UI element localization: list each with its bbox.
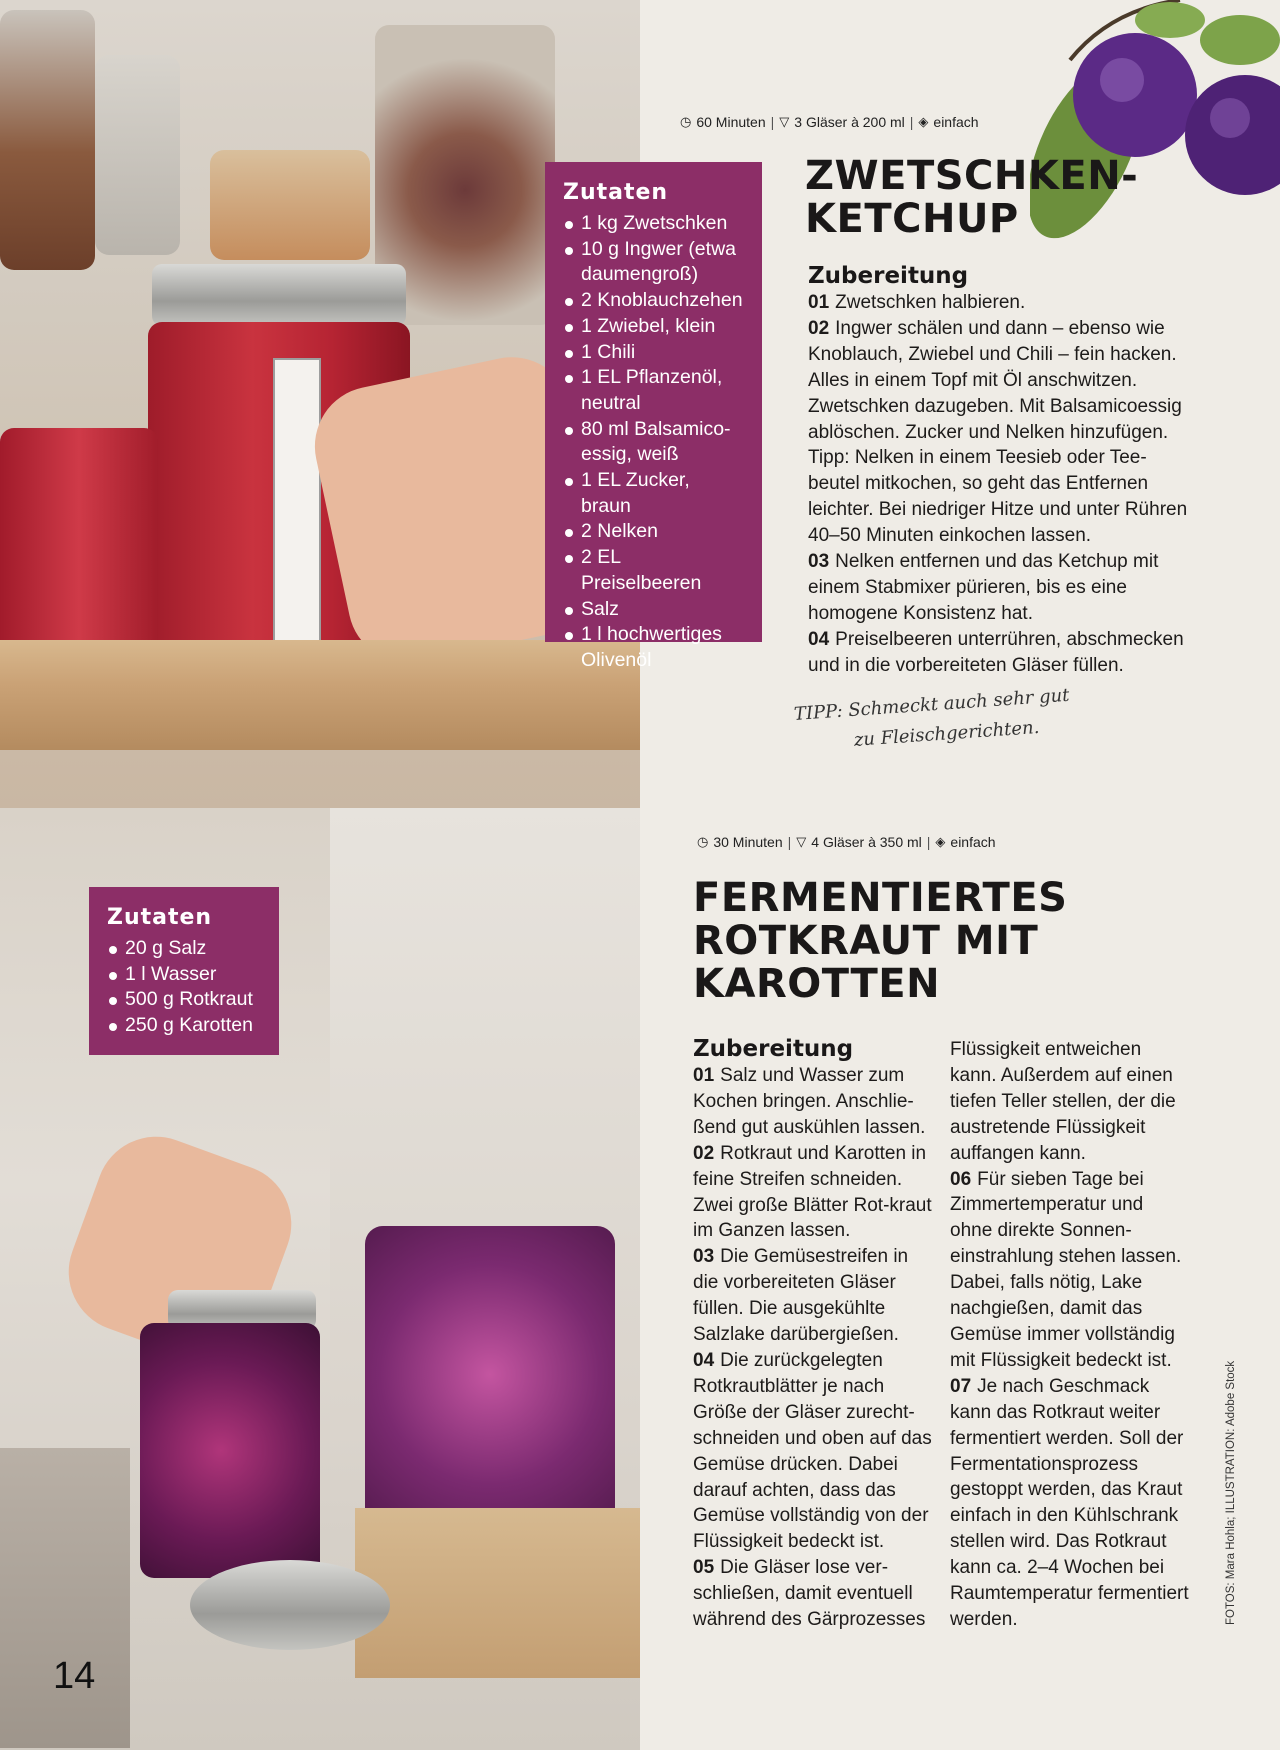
bowl-icon: ▽	[796, 834, 807, 849]
background-jar	[95, 55, 180, 255]
step-number: 07	[950, 1375, 972, 1397]
step-number: 02	[693, 1142, 715, 1164]
ingredient-item: 1 Chili	[563, 340, 744, 366]
step	[808, 290, 1188, 316]
wooden-board	[355, 1508, 640, 1678]
cabbage-jar-large	[365, 1226, 615, 1556]
step-text: Die zurückgelegten Rotkrautblätter je nach Größe der Gläser zurecht-schneiden und oben auf das Gemüse drücken. Dabei darauf achten, dass das Gemüse vollständig von der Flüssigkeit bedeckt ist.	[693, 1349, 932, 1553]
recipe1-time: 60 Minuten	[696, 114, 766, 130]
ingredient-item: 2 Knoblauchzehen	[563, 288, 744, 314]
recipe1-steps	[808, 290, 1188, 679]
bowl-icon: ▽	[779, 114, 790, 129]
jar-lid-loose	[190, 1560, 390, 1650]
page-number: 14	[53, 1655, 96, 1697]
recipe1-title-line: ZWETSCHKEN-	[805, 153, 1139, 199]
step	[693, 1555, 938, 1633]
ingredient-item: 1 EL Zucker, braun	[563, 468, 744, 519]
recipe2-ingredients-box	[89, 887, 279, 1055]
tip-line: TIPP: Schmeckt auch sehr gut	[793, 684, 1071, 725]
recipe2-yield: 4 Gläser à 350 ml	[811, 834, 922, 850]
step-text: Ingwer schälen und dann – ebenso wie Knoblauch, Zwiebel und Chili – fein hacken. Alles in einem Topf mit Öl anschwitzen. Zwetschken dazugeben. Mit Balsamicoessig ablöschen. Zucker und Nelken hinzufügen. Tipp: Nelken in einem Teesieb oder Tee-beutel mitkochen, so geht das Entfernen leichter. Bei niedriger Hitze und unter Rühren 40–50 Minuten einkochen lassen.	[808, 317, 1188, 547]
step-text: Zwetschken halbieren.	[835, 292, 1026, 313]
ingredient-item: Salz	[563, 597, 744, 623]
meta-separator: |	[770, 114, 775, 130]
recipe1-title-line: KETCHUP	[805, 196, 1019, 242]
ingredients-heading: Zutaten	[563, 180, 669, 205]
step	[808, 627, 1188, 679]
jar-lid	[152, 264, 406, 326]
meta-separator: |	[787, 834, 792, 850]
step-text: Die Gemüsestreifen in die vorbereiteten Gläser füllen. Die ausgekühlte Salzlake darübergießen.	[693, 1246, 909, 1346]
step-number: 01	[693, 1065, 715, 1086]
step	[950, 1374, 1190, 1633]
step-number: 01	[808, 292, 830, 313]
photo-credits: FOTOS: Mara Hohla; ILLUSTRATION: Adobe Stock	[1225, 1360, 1237, 1625]
step-text: Nelken entfernen und das Ketchup mit einem Stabmixer pürieren, bis es eine homogene Konsistenz hat.	[808, 551, 1159, 624]
step-number: 02	[808, 317, 830, 339]
meta-separator: |	[926, 834, 931, 850]
ingredient-item: 500 g Rotkraut	[107, 987, 261, 1013]
cabbage-jar-small	[140, 1323, 320, 1578]
recipe2-title-line: FERMENTIERTES	[693, 875, 1068, 921]
recipe2-time: 30 Minuten	[713, 834, 783, 850]
jar-label	[273, 358, 321, 654]
step-number: 06	[950, 1168, 972, 1190]
ingredients-heading: Zutaten	[107, 905, 213, 930]
recipe1-ingredients-box	[545, 162, 762, 671]
ingredient-item: 1 Zwiebel, klein	[563, 314, 744, 340]
linen-cloth	[0, 1448, 130, 1748]
ingredient-item: 10 g Ingwer (etwa daumengroß)	[563, 237, 744, 288]
step	[808, 549, 1188, 627]
recipe1-prep-heading: Zubereitung	[808, 263, 969, 289]
photo-ketchup-jars	[0, 0, 640, 808]
meta-separator: |	[909, 114, 914, 130]
step	[693, 1244, 938, 1348]
ingredient-item: 1 EL Pflanzenöl, neutral	[563, 365, 744, 416]
step-text: Preiselbeeren unterrühren, abschmecken und in die vorbereiteten Gläser füllen.	[808, 628, 1184, 676]
clock-icon: ◷	[680, 114, 692, 129]
wooden-shelf	[0, 640, 640, 750]
step-number: 04	[693, 1349, 715, 1371]
tip-line: zu Fleischgerichten.	[853, 716, 1041, 751]
step-number: 03	[808, 551, 830, 573]
recipe1-yield: 3 Gläser à 200 ml	[794, 114, 905, 130]
recipe2-meta	[697, 834, 996, 850]
step	[950, 1167, 1190, 1374]
ingredient-item: 250 g Karotten	[107, 1013, 261, 1039]
recipe1-difficulty: einfach	[933, 114, 979, 130]
recipe1-meta	[680, 114, 979, 130]
recipe1-title	[805, 155, 1138, 241]
ingredient-item: 2 Nelken	[563, 519, 744, 545]
recipe2-steps-column-1	[693, 1063, 938, 1633]
diamond-icon: ◈	[918, 114, 929, 129]
recipe2-steps-column-2	[950, 1037, 1190, 1633]
diamond-icon: ◈	[935, 834, 946, 849]
recipe1-tip	[793, 677, 1126, 760]
recipe2-difficulty: einfach	[950, 834, 996, 850]
step	[808, 316, 1188, 549]
step-text: Salz und Wasser zum Kochen bringen. Anschlie-ßend gut auskühlen lassen.	[693, 1065, 926, 1138]
ingredient-item: 1 l hochwertiges Olivenöl	[563, 622, 744, 673]
clock-icon: ◷	[697, 834, 709, 849]
ingredient-item: 20 g Salz	[107, 936, 261, 962]
step-text: Rotkraut und Karotten in feine Streifen schneiden. Zwei große Blätter Rot-kraut im Ganzen lassen.	[693, 1142, 932, 1242]
step-number: 05	[693, 1557, 715, 1579]
ingredient-item: 2 EL Preiselbeeren	[563, 545, 744, 596]
step-text: Die Gläser lose ver-schließen, damit eventuell während des Gärprozesses	[693, 1557, 926, 1631]
recipe2-title-line: ROTKRAUT MIT	[693, 918, 1039, 964]
background-jar	[0, 10, 95, 270]
ingredients-list	[563, 211, 744, 674]
ingredients-list	[107, 936, 261, 1039]
ingredient-item: 80 ml Balsamico-essig, weiß	[563, 417, 744, 468]
step	[693, 1141, 938, 1245]
step	[693, 1348, 938, 1555]
recipe2-title-line: KAROTTEN	[693, 961, 941, 1007]
step-number: 03	[693, 1246, 715, 1268]
step-text: Je nach Geschmack kann das Rotkraut weiter fermentiert werden. Soll der Fermentationsprozess gestoppt werden, das Kraut einfach in den Kühlschrank stellen wird. Das Rotkraut kann ca. 2–4 Wochen bei Raumtemperatur fermentiert werden.	[950, 1375, 1189, 1630]
recipe2-title	[693, 877, 1067, 1006]
step-continuation: Flüssigkeit entweichen kann. Außerdem auf einen tiefen Teller stellen, der die austretende Flüssigkeit auffangen kann.	[950, 1039, 1176, 1164]
step-text: Für sieben Tage bei Zimmertemperatur und ohne direkte Sonnen-einstrahlung stehen lassen. Dabei, falls nötig, Lake nachgießen, damit das Gemüse immer vollständig mit Flüssigkeit bedeckt ist.	[950, 1168, 1182, 1371]
step-number: 04	[808, 628, 830, 650]
recipe2-prep-heading: Zubereitung	[693, 1036, 854, 1062]
step	[693, 1063, 938, 1141]
background-jar	[210, 150, 370, 260]
ingredient-item: 1 l Wasser	[107, 962, 261, 988]
ingredient-item: 1 kg Zwetschken	[563, 211, 744, 237]
